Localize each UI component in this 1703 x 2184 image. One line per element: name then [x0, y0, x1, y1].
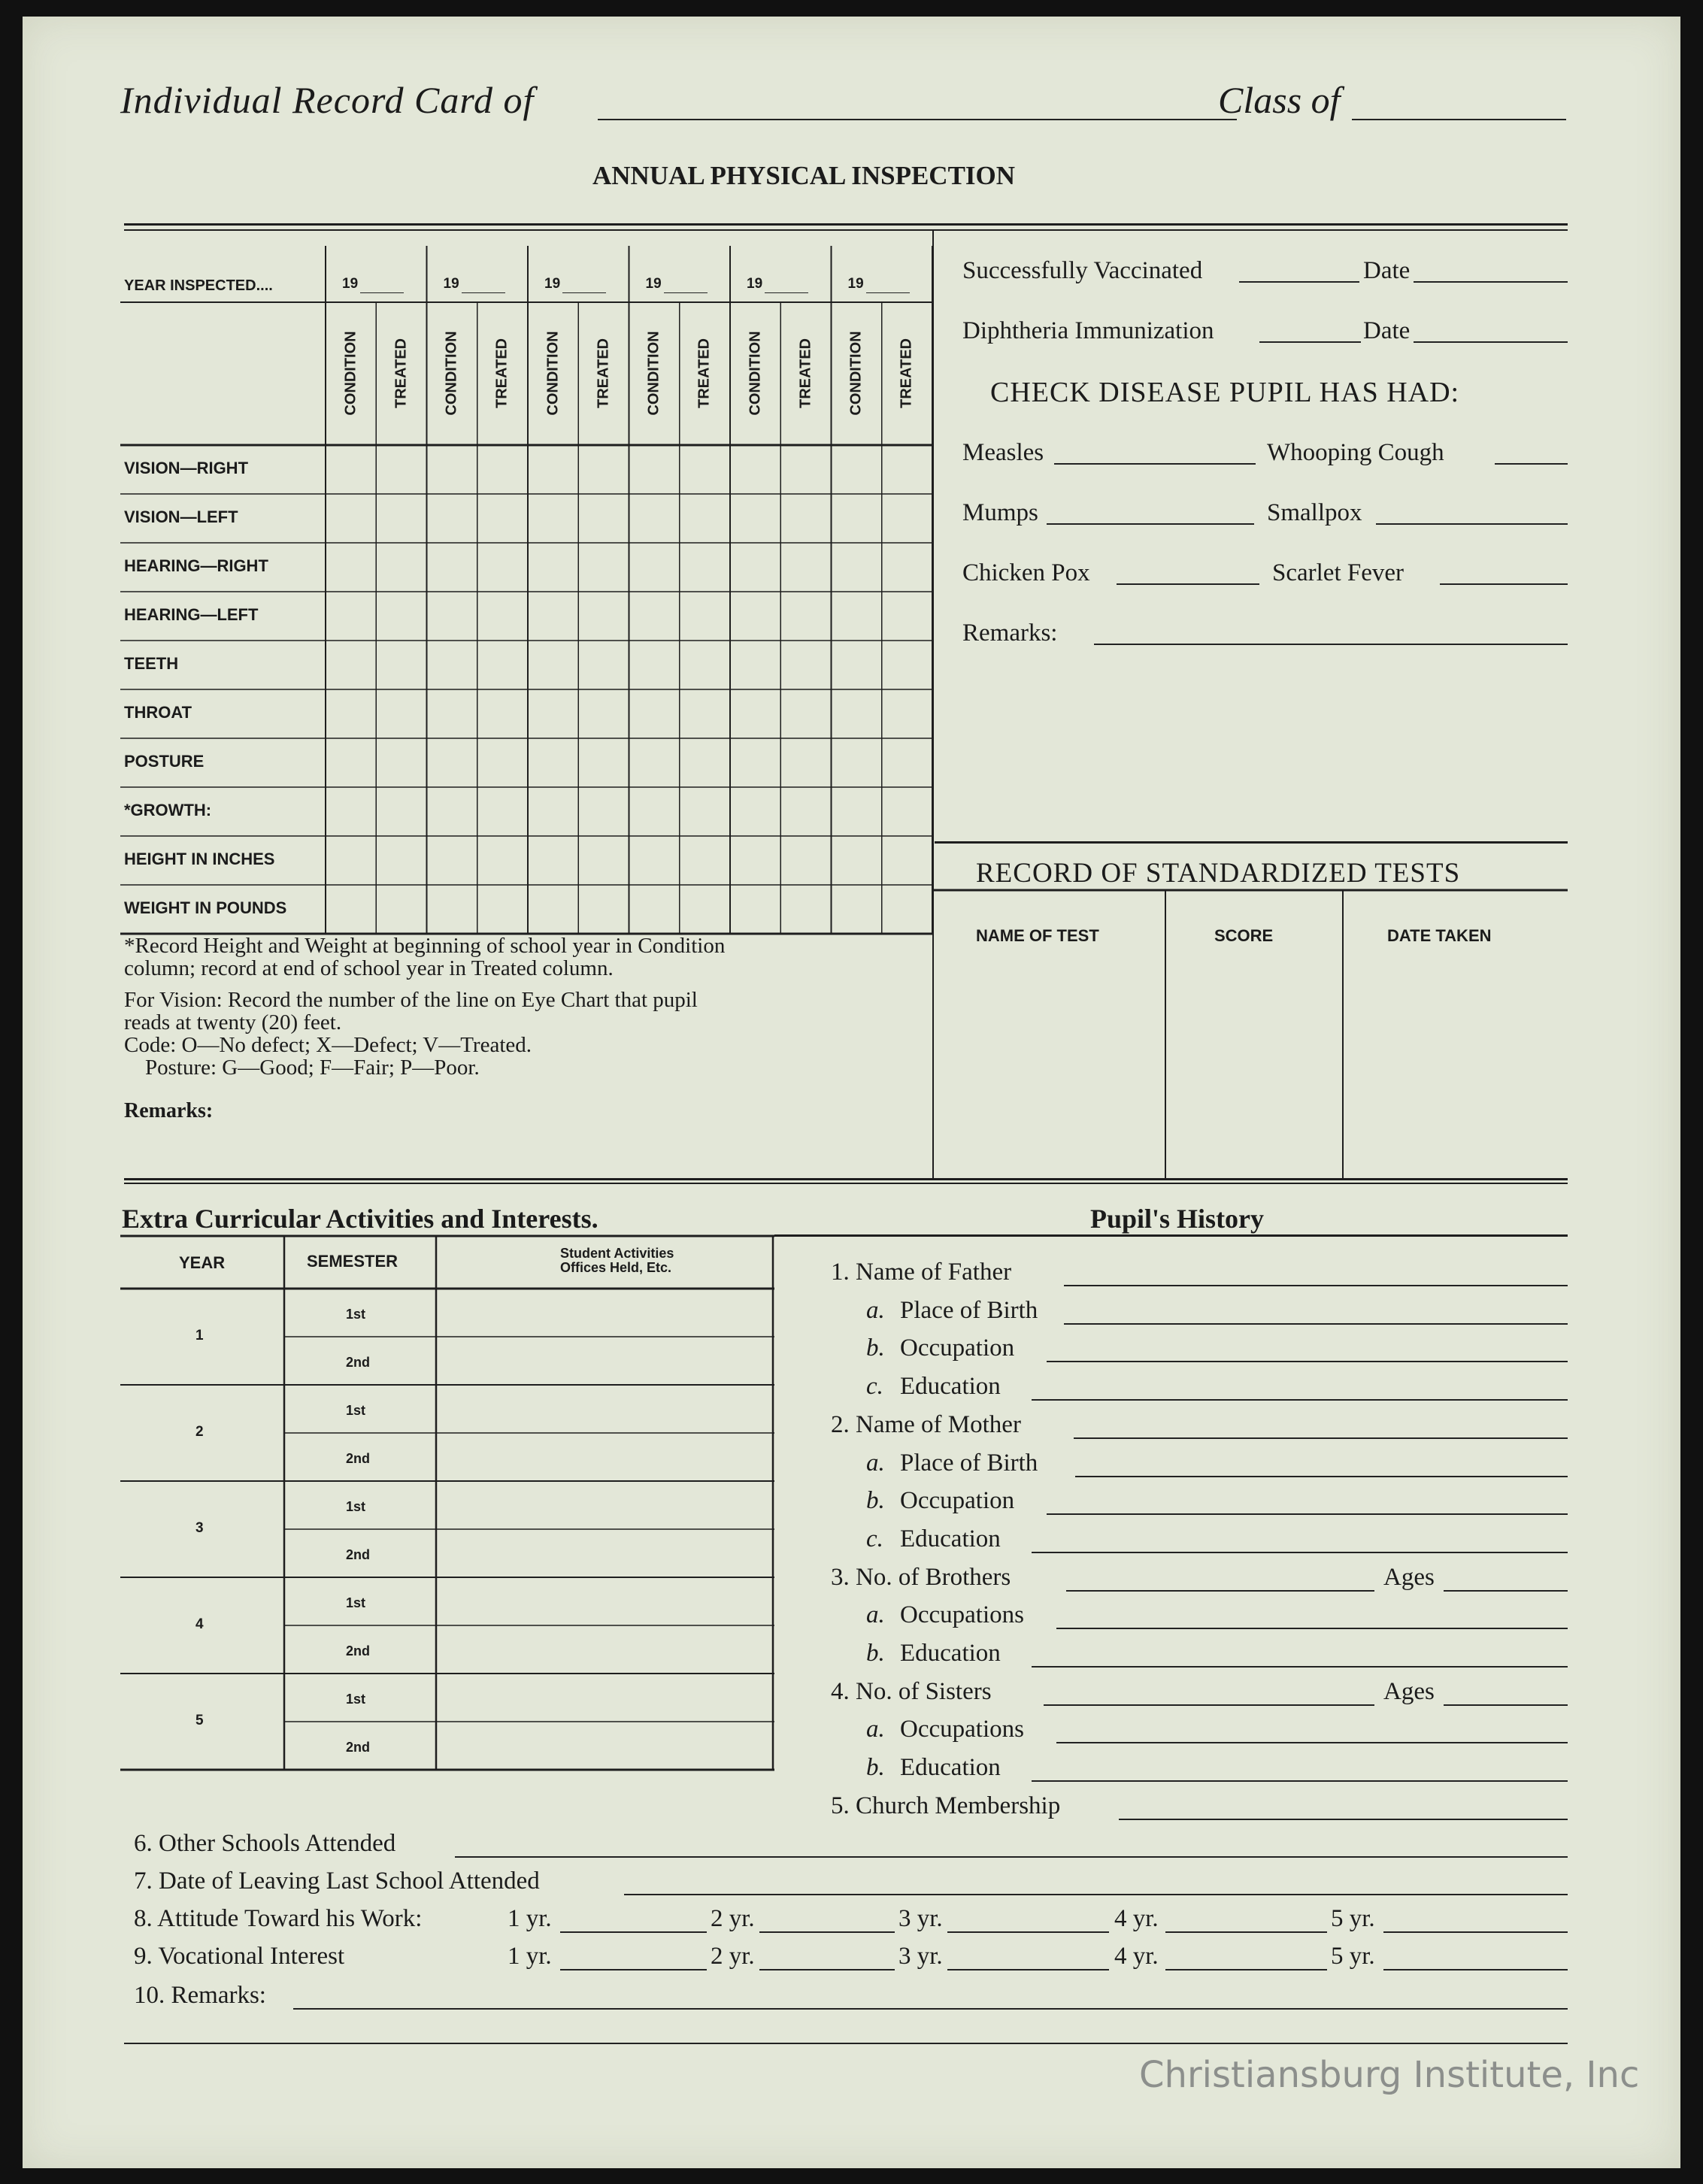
date-leaving-field[interactable] — [624, 1894, 1568, 1895]
history-letter: c. — [866, 1525, 883, 1552]
history-label-12: Occupations — [900, 1716, 1024, 1743]
history-label-7: Education — [900, 1525, 1001, 1552]
measles-field[interactable] — [1054, 463, 1256, 465]
page-subtitle: ANNUAL PHYSICAL INSPECTION — [592, 161, 1016, 190]
ages-field[interactable] — [1444, 1590, 1568, 1592]
physical-inspection-grid — [120, 231, 962, 953]
class-label: Class of — [1218, 79, 1341, 121]
chickenpox-field[interactable] — [1117, 583, 1259, 585]
other-schools-label: 6. Other Schools Attended — [134, 1830, 396, 1857]
history-letter: a. — [866, 1449, 885, 1477]
row-label-0: VISION—RIGHT — [124, 459, 249, 477]
history-field-12[interactable] — [1056, 1742, 1568, 1743]
year-prefix: 19 — [645, 276, 662, 292]
whooping-label: Whooping Cough — [1267, 439, 1444, 466]
treated-header: TREATED — [898, 338, 915, 408]
class-field[interactable] — [1352, 119, 1566, 120]
history-label-0: 1. Name of Father — [831, 1259, 1012, 1286]
activity-semester: 2nd — [346, 1643, 371, 1658]
history-field-2[interactable] — [1047, 1361, 1568, 1362]
year-prefix: 19 — [847, 276, 864, 292]
history-field-14[interactable] — [1119, 1819, 1568, 1820]
year-field-yr1[interactable] — [560, 1969, 707, 1970]
row-label-8: HEIGHT IN INCHES — [124, 850, 275, 868]
card-title: Individual Record Card of — [120, 79, 535, 121]
year-prefix: 19 — [544, 276, 561, 292]
year-inspected-label: YEAR INSPECTED.... — [124, 277, 273, 294]
history-label-13: Education — [900, 1754, 1001, 1782]
whooping-field[interactable] — [1495, 463, 1568, 465]
year-label-yr1: 1 yr. — [508, 1943, 552, 1970]
ages-field[interactable] — [1444, 1704, 1568, 1706]
chickenpox-label: Chicken Pox — [962, 559, 1090, 586]
note-vision-1: For Vision: Record the number of the line on Eye Chart that pupil — [124, 988, 698, 1012]
activity-semester: 1st — [346, 1499, 366, 1514]
smallpox-label: Smallpox — [1267, 499, 1362, 526]
condition-header: CONDITION — [443, 331, 460, 416]
condition-header: CONDITION — [645, 331, 662, 416]
note-posture: Posture: G—Good; F—Fair; P—Poor. — [145, 1056, 480, 1080]
year-field-yr3[interactable] — [947, 1931, 1109, 1933]
row-label-7: *GROWTH: — [124, 801, 212, 819]
year-label-yr5: 5 yr. — [1331, 1905, 1375, 1932]
year-prefix: 19 — [342, 276, 359, 292]
note-vision-2: reads at twenty (20) feet. — [124, 1010, 342, 1034]
year-field-yr3[interactable] — [947, 1969, 1109, 1970]
diphtheria-date-field[interactable] — [1414, 341, 1568, 343]
history-letter: b. — [866, 1487, 885, 1515]
activity-year-1: 1 — [195, 1328, 204, 1343]
row-label-2: HEARING—RIGHT — [124, 556, 268, 575]
history-label-1: Place of Birth — [900, 1296, 1038, 1324]
history-field-11[interactable] — [1044, 1704, 1374, 1706]
row-label-5: THROAT — [124, 703, 192, 722]
condition-header: CONDITION — [342, 331, 359, 416]
year-label-yr4: 4 yr. — [1114, 1905, 1159, 1932]
history-letter: c. — [866, 1373, 883, 1401]
middle-rule — [124, 1178, 1568, 1180]
vaccinated-date-label: Date — [1363, 257, 1411, 284]
year-field[interactable] — [866, 292, 910, 293]
activity-semester: 2nd — [346, 1547, 371, 1562]
year-field-yr5[interactable] — [1383, 1969, 1568, 1970]
middle-rule-thin — [124, 1183, 1568, 1184]
diseases-heading: CHECK DISEASE PUPIL HAS HAD: — [990, 377, 1460, 408]
history-field-7[interactable] — [1032, 1552, 1568, 1553]
history-letter: a. — [866, 1601, 885, 1629]
final-line[interactable] — [124, 2043, 1568, 2044]
year-label-yr3: 3 yr. — [898, 1905, 943, 1932]
scarlet-label: Scarlet Fever — [1272, 559, 1405, 586]
year-field-yr4[interactable] — [1165, 1969, 1327, 1970]
year-field-yr2[interactable] — [759, 1969, 895, 1970]
date-leaving-label: 7. Date of Leaving Last School Attended — [134, 1867, 540, 1895]
year-field-yr2[interactable] — [759, 1931, 895, 1933]
history-letter: b. — [866, 1640, 885, 1667]
history-field-6[interactable] — [1047, 1513, 1568, 1515]
ages-label: Ages — [1383, 1677, 1435, 1705]
history-field-3[interactable] — [1032, 1399, 1568, 1401]
activities-col-offices-2: Offices Held, Etc. — [560, 1260, 672, 1275]
diphtheria-label: Diphtheria Immunization — [962, 317, 1214, 344]
year-field[interactable] — [765, 292, 808, 293]
history-field-1[interactable] — [1064, 1323, 1568, 1325]
year-label-yr1: 1 yr. — [508, 1905, 552, 1932]
condition-header: CONDITION — [847, 331, 865, 416]
treated-header: TREATED — [595, 338, 612, 408]
tests-top-rule — [935, 841, 1568, 844]
vaccinated-label: Successfully Vaccinated — [962, 257, 1203, 284]
treated-header: TREATED — [695, 338, 713, 408]
year-prefix: 19 — [747, 276, 763, 292]
note-code: Code: O—No defect; X—Defect; V—Treated. — [124, 1033, 532, 1057]
tests-col-name: NAME OF TEST — [976, 926, 1099, 945]
year-label-yr3: 3 yr. — [898, 1943, 943, 1970]
history-label-4: 2. Name of Mother — [831, 1410, 1021, 1438]
history-field-0[interactable] — [1064, 1285, 1568, 1286]
activity-year-4: 4 — [195, 1616, 204, 1632]
history-label-10: Education — [900, 1640, 1001, 1667]
activities-col-semester: SEMESTER — [307, 1252, 398, 1271]
activity-semester: 1st — [346, 1403, 366, 1418]
year-field-yr4[interactable] — [1165, 1931, 1327, 1933]
history-field-8[interactable] — [1066, 1590, 1374, 1592]
row-label-1: VISION—LEFT — [124, 507, 238, 526]
row-label-4: TEETH — [124, 654, 179, 673]
mumps-label: Mumps — [962, 499, 1038, 526]
history-field-9[interactable] — [1056, 1628, 1568, 1629]
history-letter: a. — [866, 1716, 885, 1743]
top-rule — [124, 223, 1568, 226]
watermark: Christiansburg Institute, Inc — [1139, 2054, 1640, 2096]
history-field-5[interactable] — [1075, 1476, 1568, 1477]
year-field[interactable] — [664, 292, 708, 293]
row-label-6: POSTURE — [124, 752, 205, 771]
treated-header: TREATED — [493, 338, 511, 408]
activity-semester: 2nd — [346, 1451, 371, 1466]
history-field-4[interactable] — [1074, 1437, 1568, 1439]
activity-year-5: 5 — [195, 1713, 204, 1728]
condition-header: CONDITION — [544, 331, 562, 416]
health-remarks-label: Remarks: — [962, 619, 1058, 647]
student-name-field[interactable] — [598, 119, 1237, 120]
tests-title: RECORD OF STANDARDIZED TESTS — [976, 858, 1461, 889]
diphtheria-date-label: Date — [1363, 317, 1411, 344]
condition-header: CONDITION — [747, 331, 764, 416]
activities-col-year: YEAR — [179, 1253, 226, 1272]
history-field-13[interactable] — [1032, 1780, 1568, 1782]
activity-semester: 1st — [346, 1595, 366, 1610]
history-label-8: 3. No. of Brothers — [831, 1563, 1011, 1591]
year-label-yr2: 2 yr. — [711, 1943, 755, 1970]
history-title: Pupil's History — [1090, 1204, 1265, 1234]
record-card — [23, 17, 1680, 2168]
vocational-label: 9. Vocational Interest — [134, 1943, 345, 1970]
vaccinated-date-field[interactable] — [1414, 281, 1568, 283]
year-field-yr5[interactable] — [1383, 1931, 1568, 1933]
ages-label: Ages — [1383, 1563, 1435, 1591]
history-field-10[interactable] — [1032, 1666, 1568, 1668]
history-label-6: Occupation — [900, 1487, 1015, 1515]
row-label-3: HEARING—LEFT — [124, 605, 259, 624]
note-growth-1: *Record Height and Weight at beginning of school year in Condition — [124, 934, 726, 958]
row-label-9: WEIGHT IN POUNDS — [124, 898, 287, 917]
history-label-3: Education — [900, 1373, 1001, 1401]
year-field[interactable] — [360, 292, 404, 293]
activity-semester: 1st — [346, 1692, 366, 1707]
final-remarks-field[interactable] — [293, 2008, 1568, 2010]
year-field-yr1[interactable] — [560, 1931, 707, 1933]
year-label-yr2: 2 yr. — [711, 1905, 755, 1932]
diphtheria-field[interactable] — [1259, 341, 1361, 343]
mumps-field[interactable] — [1047, 523, 1254, 525]
history-label-5: Place of Birth — [900, 1449, 1038, 1477]
treated-header: TREATED — [392, 338, 410, 408]
year-label-yr4: 4 yr. — [1114, 1943, 1159, 1970]
year-field[interactable] — [562, 292, 606, 293]
attitude-label: 8. Attitude Toward his Work: — [134, 1905, 423, 1932]
history-rule — [774, 1234, 1568, 1237]
activities-title: Extra Curricular Activities and Interests. — [122, 1204, 598, 1234]
activity-semester: 2nd — [346, 1740, 371, 1755]
activity-semester: 1st — [346, 1307, 366, 1322]
final-remarks-label: 10. Remarks: — [134, 1982, 266, 2009]
history-label-9: Occupations — [900, 1601, 1024, 1629]
activity-year-2: 2 — [195, 1424, 204, 1440]
scarlet-field[interactable] — [1440, 583, 1568, 585]
health-remarks-field[interactable] — [1094, 644, 1568, 645]
physical-remarks-label: Remarks: — [124, 1099, 214, 1122]
history-letter: b. — [866, 1754, 885, 1782]
history-label-2: Occupation — [900, 1334, 1015, 1362]
history-label-11: 4. No. of Sisters — [831, 1677, 992, 1705]
activity-year-3: 3 — [195, 1520, 204, 1536]
year-label-yr5: 5 yr. — [1331, 1943, 1375, 1970]
activity-semester: 2nd — [346, 1355, 371, 1370]
history-label-14: 5. Church Membership — [831, 1792, 1061, 1819]
history-letter: a. — [866, 1296, 885, 1324]
treated-header: TREATED — [797, 338, 814, 408]
year-prefix: 19 — [443, 276, 459, 292]
other-schools-field[interactable] — [455, 1856, 1568, 1858]
tests-col-date: DATE TAKEN — [1387, 926, 1492, 945]
smallpox-field[interactable] — [1376, 523, 1568, 525]
tests-col-score: SCORE — [1214, 926, 1274, 945]
vaccinated-field[interactable] — [1239, 281, 1359, 283]
activities-col-offices-1: Student Activities — [560, 1246, 674, 1261]
measles-label: Measles — [962, 439, 1044, 466]
note-growth-2: column; record at end of school year in Treated column. — [124, 956, 614, 980]
history-letter: b. — [866, 1334, 885, 1362]
year-field[interactable] — [462, 292, 505, 293]
activities-grid — [120, 1234, 774, 1791]
